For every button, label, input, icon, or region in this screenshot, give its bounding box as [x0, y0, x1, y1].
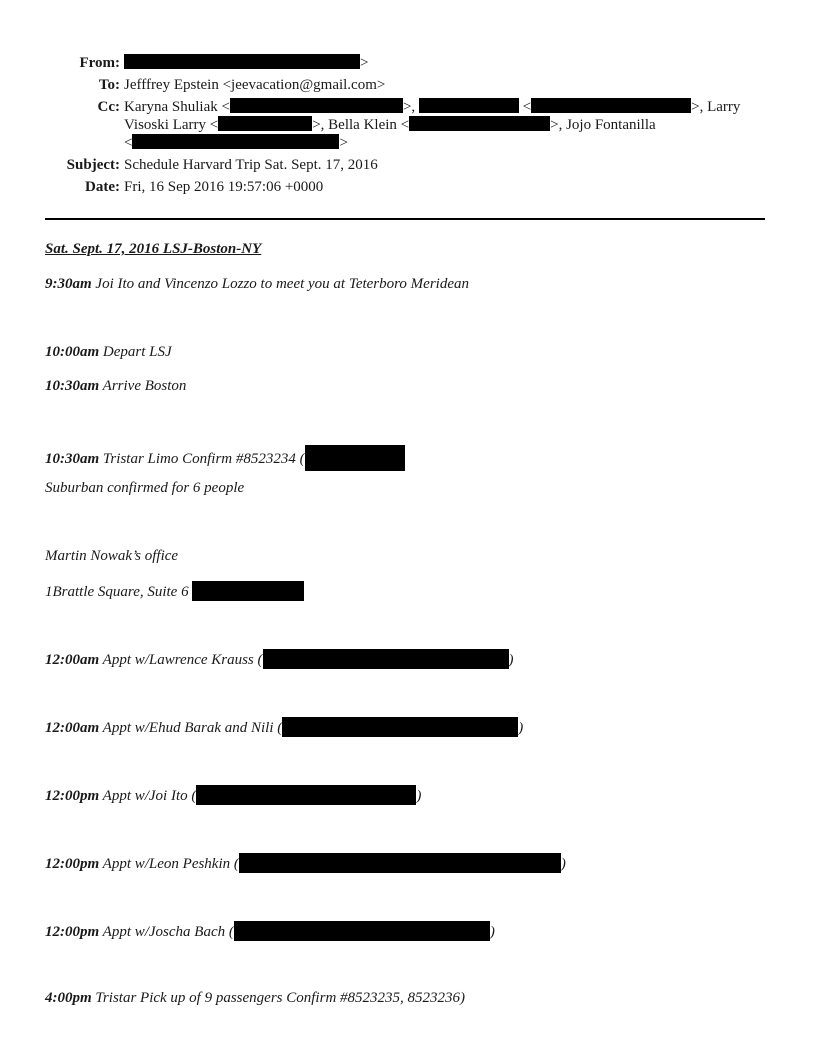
- subject-label: Subject:: [66, 157, 120, 173]
- redaction-block: [192, 581, 304, 601]
- redaction-block: [218, 116, 312, 131]
- schedule-line: Suburban confirmed for 6 people: [45, 480, 245, 496]
- redaction-block: [230, 98, 403, 113]
- redaction-block: [419, 98, 519, 113]
- schedule-line: 12:00pm Appt w/Joi Ito ( ): [45, 785, 421, 805]
- date-value: Fri, 16 Sep 2016 19:57:06 +0000: [124, 179, 324, 195]
- header-divider: [45, 218, 765, 220]
- schedule-line: 12:00pm Appt w/Leon Peshkin ( ): [45, 853, 566, 873]
- to-row: [0, 76, 816, 94]
- schedule-line: 12:00am Appt w/Ehud Barak and Nili ( ): [45, 717, 523, 737]
- schedule-line: Martin Nowak’s office: [45, 548, 179, 564]
- cc-label: Cc:: [97, 99, 120, 115]
- date-row: [0, 178, 816, 196]
- redaction-block: [263, 649, 509, 669]
- redaction-block: [409, 116, 550, 131]
- time-label: 12:00pm: [45, 788, 100, 804]
- from-label: From:: [79, 55, 120, 71]
- date-label: Date:: [85, 179, 120, 195]
- schedule-line: 4:00pm Tristar Pick up of 9 passengers Confirm #8523235, 8523236): [45, 990, 466, 1006]
- time-label: 4:00pm: [45, 990, 92, 1006]
- schedule-line: 12:00pm Appt w/Joscha Bach ( ): [45, 921, 495, 941]
- email-header: [0, 0, 816, 210]
- time-label: 12:00pm: [45, 856, 100, 872]
- redaction-block: [234, 921, 490, 941]
- redaction-block: [531, 98, 691, 113]
- cc-line-2: Visoski Larry < >, Bella Klein < >, Jojo Fontanilla: [124, 117, 656, 133]
- redaction-block: [305, 445, 405, 471]
- redaction-block: [196, 785, 416, 805]
- time-label: 12:00pm: [45, 924, 100, 940]
- from-value: >: [124, 54, 368, 72]
- schedule-line: 10:30am Arrive Boston: [45, 378, 187, 394]
- redaction-block: [282, 717, 518, 737]
- to-label: To:: [98, 77, 120, 93]
- subject-row: [0, 156, 816, 174]
- time-label: 12:00am: [45, 720, 100, 736]
- schedule-line: 12:00am Appt w/Lawrence Krauss ( ): [45, 649, 514, 669]
- time-label: 9:30am: [45, 276, 92, 292]
- cc-row: [0, 98, 816, 152]
- redaction-block: [124, 54, 360, 69]
- schedule-line: 10:00am Depart LSJ: [45, 344, 172, 360]
- from-row: [0, 54, 816, 72]
- time-label: 12:00am: [45, 652, 100, 668]
- to-value: Jefffrey Epstein <jeevacation@gmail.com>: [124, 77, 386, 93]
- cc-line-3: < >: [124, 135, 348, 151]
- redaction-block: [239, 853, 561, 873]
- time-label: 10:30am: [45, 378, 100, 394]
- schedule-line: 10:30am Tristar Limo Confirm #8523234 (: [45, 445, 405, 471]
- redaction-block: [132, 134, 339, 149]
- time-label: 10:00am: [45, 344, 100, 360]
- time-label: 10:30am: [45, 451, 100, 467]
- schedule-line: 1Brattle Square, Suite 6: [45, 581, 304, 601]
- cc-line-1: Karyna Shuliak < >, < >, Larry: [124, 99, 741, 115]
- schedule-line: 9:30am Joi Ito and Vincenzo Lozzo to meet you at Teterboro Meridean: [45, 276, 469, 292]
- subject-value: Schedule Harvard Trip Sat. Sept. 17, 2016: [124, 157, 378, 173]
- schedule-title: Sat. Sept. 17, 2016 LSJ-Boston-NY: [45, 241, 262, 257]
